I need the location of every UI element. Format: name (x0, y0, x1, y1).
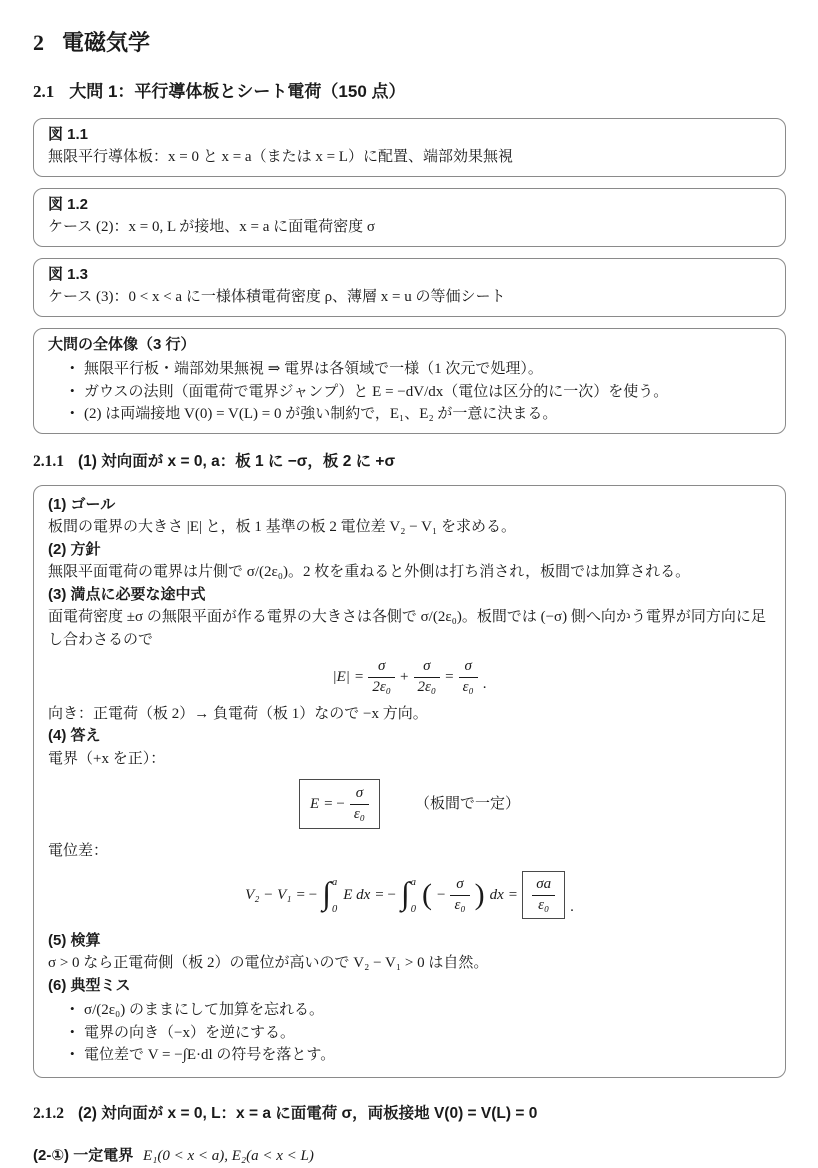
steps-text: 面電荷密度 ±σ の無限平面が作る電界の大きさは各側で σ/(2ε₀)。板間では (−σ) 側へ向かう電界が同方向に足し合わさるので (48, 609, 766, 648)
plus-sign: + (400, 668, 409, 685)
check-text: σ > 0 なら正電荷側（板 2）の電位が高いので V₂ − V₁ > 0 は自然。 (48, 955, 489, 972)
subsubsection-number: 2.1.1 (33, 452, 64, 470)
section-heading (33, 26, 786, 59)
equals-minus: = − (375, 886, 396, 903)
mistake-item: • 電位差で V = −∫E·dl の符号を落とす。 (70, 1044, 771, 1067)
figure-box-body: 無限平行導体板：x = 0 と x = a（または x = L）に配置、端部効果無視 (48, 149, 513, 165)
fraction-denominator: 2ε₀ (372, 678, 392, 695)
integral-upper-limit: a (410, 877, 416, 888)
formula-period: . (482, 676, 487, 693)
figure-box-title: 図 1.3 (48, 265, 89, 283)
fraction-numerator: σ (368, 658, 395, 677)
figure-box-title: 図 1.1 (48, 125, 89, 143)
subsection-title: 大問 1：平行導体板とシート電荷（150 点） (69, 82, 406, 101)
boxed-result (522, 871, 565, 919)
boxed-formula (299, 779, 380, 829)
fraction-numerator: σ (459, 658, 478, 677)
mistakes-list (48, 999, 771, 1067)
equals-sign: = (508, 886, 518, 903)
fraction-denominator: ε₀ (454, 896, 466, 913)
steps-label: (3) 満点に必要な途中式 (48, 585, 206, 603)
answer-label: (4) 答え (48, 727, 101, 745)
equals-sign: = (354, 668, 364, 685)
equals-minus: = − (324, 795, 345, 812)
formula-field-boxed (48, 779, 771, 829)
item-label: (2-①) 一定電界 (33, 1147, 134, 1164)
check-label: (5) 検算 (48, 931, 101, 949)
fraction-denominator: 2ε₀ (417, 678, 437, 695)
goal-label: (1) ゴール (48, 495, 116, 513)
fraction (532, 876, 555, 914)
integral-icon: ∫ (400, 875, 410, 911)
fraction-denominator: ε₀ (353, 805, 365, 822)
fraction-numerator: σ (414, 658, 441, 677)
subsubsection-heading-2-1-2 (33, 1102, 786, 1125)
section-title: 電磁気学 (62, 30, 151, 55)
integrand: E dx (343, 886, 371, 903)
overview-bullet: • ガウスの法則（面電荷で電界ジャンプ）と E = −dV/dx（電位は区分的に一次）を使う。 (70, 381, 771, 404)
item-math: E₁(0 < x < a), E₂(a < x < L) (142, 1148, 314, 1164)
policy-text: 無限平面電荷の電界は片側で σ/(2ε₀)。2 枚を重ねると外側は打ち消され，板間では加算される。 (48, 564, 691, 581)
subsubsection-heading-2-1-1 (33, 450, 786, 473)
integral-limits (411, 875, 416, 915)
open-paren: ( (421, 877, 432, 911)
overview-box (33, 328, 786, 434)
integral-lower-limit: 0 (331, 903, 338, 915)
fraction-numerator: σ (450, 876, 469, 895)
formula-lhs: E (310, 795, 320, 812)
potential-intro: 電位差： (48, 842, 109, 859)
subsection-number: 2.1 (33, 82, 55, 101)
formula-note: （板間で一定） (414, 795, 520, 812)
subsubsection-number: 2.1.2 (33, 1104, 64, 1122)
fraction (450, 876, 469, 914)
figure-box-title: 図 1.2 (48, 195, 89, 213)
paragraph-2-1 (33, 1145, 786, 1168)
mistakes-label: (6) 典型ミス (48, 976, 131, 994)
minus-sign: − (436, 886, 446, 903)
formula-lhs: |E| (332, 668, 350, 685)
integral-limits (332, 875, 337, 915)
formula-lhs: V₂ − V₁ (245, 886, 292, 903)
subsection-heading (33, 79, 786, 105)
formula-period: . (570, 899, 574, 916)
equals-minus: = − (296, 886, 318, 903)
subsubsection-title: (1) 対向面が x = 0, a：板 1 に −σ，板 2 に +σ (78, 452, 396, 470)
fraction-denominator: ε₀ (538, 896, 550, 913)
integral-icon: ∫ (322, 875, 331, 911)
formula-potential-difference (48, 871, 771, 919)
overview-bullet: • 無限平行板・端部効果無視 ⇒ 電界は各領域で一様（1 次元で処理）。 (70, 358, 771, 381)
mistake-item: • 電界の向き（−x）を逆にする。 (70, 1022, 771, 1045)
fraction-numerator: σa (532, 876, 555, 895)
integral-lower-limit: 0 (410, 903, 416, 915)
solution-box (33, 485, 786, 1078)
fraction (368, 658, 395, 696)
direction-text: 向き：正電荷（板 2）→ 負電荷（板 1）なので −x 方向。 (48, 705, 428, 722)
figure-box-1-1 (33, 118, 786, 177)
goal-text: 板間の電界の大きさ |E| と，板 1 基準の板 2 電位差 V₂ − V₁ を求める。 (48, 519, 516, 536)
differential: dx (489, 886, 504, 903)
field-intro: 電界（+x を正）： (48, 750, 166, 767)
equals-sign: = (445, 668, 454, 685)
mistake-item: • σ/(2ε₀) のままにして加算を忘れる。 (70, 999, 771, 1022)
figure-box-body: ケース (3)：0 < x < a に一様体積電荷密度 ρ、薄層 x = u の等価シート (48, 289, 506, 305)
policy-label: (2) 方針 (48, 540, 101, 558)
fraction-denominator: ε₀ (462, 678, 474, 695)
figure-box-1-3 (33, 258, 786, 317)
section-number: 2 (33, 30, 44, 55)
figure-box-body: ケース (2)：x = 0, L が接地、x = a に面電荷密度 σ (48, 219, 376, 235)
integral-upper-limit: a (331, 877, 338, 888)
fraction-numerator: σ (350, 785, 369, 804)
overview-bullet-list (48, 358, 771, 426)
fraction (350, 785, 369, 823)
figure-box-1-2 (33, 188, 786, 247)
fraction (459, 658, 478, 696)
fraction (414, 658, 441, 696)
overview-bullet: • (2) は両端接地 V(0) = V(L) = 0 が強い制約で，E₁、E₂ が一意に決まる。 (70, 403, 771, 426)
overview-box-title: 大問の全体像（3 行） (48, 335, 196, 353)
subsubsection-title: (2) 対向面が x = 0, L：x = a に面電荷 σ，両板接地 V(0) = V(L) = 0 (78, 1104, 538, 1122)
formula-field-magnitude (48, 658, 771, 696)
close-paren: ) (474, 877, 485, 911)
